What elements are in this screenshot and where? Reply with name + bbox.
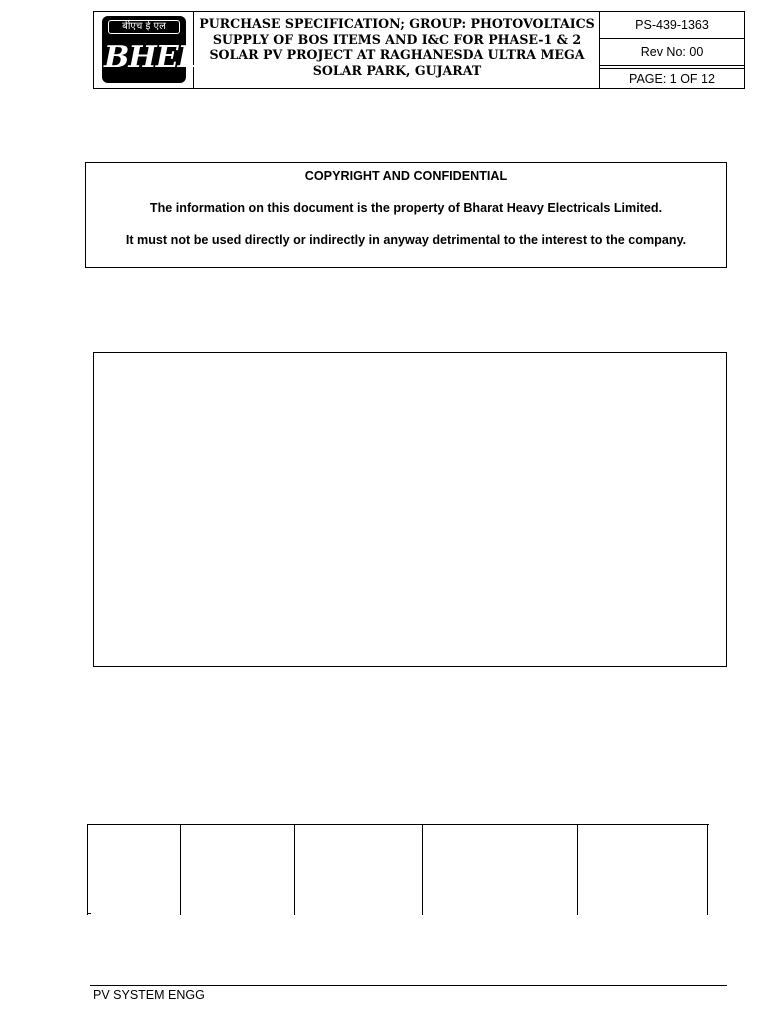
document-title <box>195 12 600 88</box>
copyright-line-1: The information on this document is the property of Bharat Heavy Electricals Limited. <box>149 201 663 215</box>
footer-department: PV SYSTEM ENGG <box>93 988 205 1002</box>
copyright-heading: COPYRIGHT AND CONFIDENTIAL <box>304 169 508 183</box>
title-line-2: SUPPLY OF BOS ITEMS AND I&C FOR PHASE-1 & 2 <box>212 31 582 47</box>
logo-hindi-text: बीएच ई एल <box>108 20 180 34</box>
approval-table <box>87 824 709 915</box>
revision-number: Rev No: 00 <box>600 39 744 66</box>
copyright-box <box>85 162 727 268</box>
footer-rule <box>90 985 727 986</box>
title-line-3: SOLAR PV PROJECT AT RAGHANESDA ULTRA MEGA <box>209 47 585 62</box>
page-number: PAGE: 1 OF 12 <box>600 68 744 88</box>
title-line-4: SOLAR PARK, GUJARAT <box>312 62 482 78</box>
bhel-logo <box>102 16 198 83</box>
table-column-border <box>707 825 708 915</box>
table-corner-mark <box>87 913 91 914</box>
document-header <box>93 11 745 89</box>
title-line-1: PURCHASE SPECIFICATION; GROUP: PHOTOVOLTAICS <box>199 16 595 31</box>
content-panel <box>93 352 727 667</box>
logo-brand-text: BHEL <box>104 40 198 75</box>
table-column-border <box>180 825 181 915</box>
table-column-border <box>87 825 88 915</box>
table-column-border <box>577 825 578 915</box>
table-column-border <box>422 825 423 915</box>
document-meta <box>600 12 744 88</box>
copyright-line-2: It must not be used directly or indirectly in anyway detrimental to the interest to the company. <box>125 233 687 247</box>
logo-cell <box>94 12 198 88</box>
table-column-border <box>294 825 295 915</box>
doc-number: PS-439-1363 <box>600 12 744 39</box>
